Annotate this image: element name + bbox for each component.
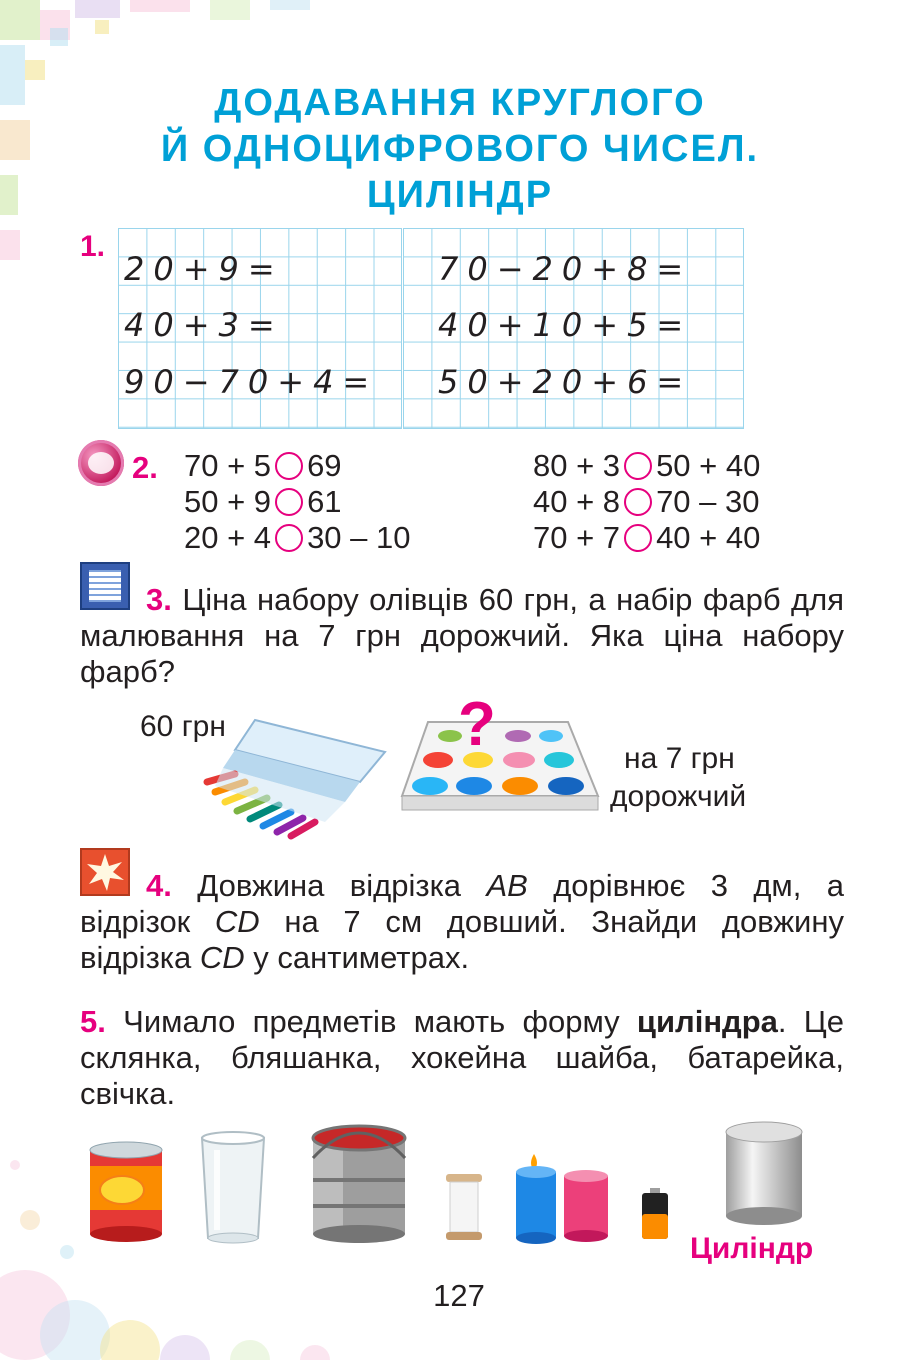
more-label-line-1: на 7 грн	[624, 742, 735, 775]
comparison-circle[interactable]	[275, 488, 303, 516]
tin-can-icon	[86, 1140, 166, 1244]
comparison-row-2-left: 50 + 9 61	[184, 484, 342, 519]
expression-3-left: 90−70+4=	[124, 363, 379, 401]
exercise-4-text: 4. Довжина відрізка AB дорівнює 3 дм, а відрізок CD на 7 см довший. Знайди довжину відрізка CD у сантиметрах.	[80, 868, 844, 975]
cylinder-label: Циліндр	[690, 1232, 814, 1265]
exercise-3-text: 3. Ціна набору олівців 60 грн, а набір фарб для малювання на 7 грн дорожчий. Яка ціна набору фарб?	[80, 582, 844, 689]
pencils-box-icon	[195, 712, 395, 840]
exercise-1-number: 1.	[80, 230, 106, 263]
comparison-circle[interactable]	[624, 488, 652, 516]
comparison-row-1-right: 80 + 3 50 + 40	[533, 448, 761, 483]
more-label-line-2: дорожчий	[610, 780, 747, 813]
page-title: ДОДАВАННЯ КРУГЛОГО Й ОДНОЦИФРОВОГО ЧИСЕЛ. ЦИЛІНДР	[160, 82, 760, 216]
comparison-row-3-left: 20 + 4 30 – 10	[184, 520, 411, 555]
expression-1-right: 70−20+8=	[438, 250, 693, 288]
glass-icon	[198, 1130, 268, 1246]
expression-3-right: 50+20+6=	[438, 363, 693, 401]
exercise-5-text: 5. Чимало предметів мають форму циліндра. Це склянка, бляшанка, хокейна шайба, батарейка, свічка.	[80, 1004, 844, 1111]
comparison-row-1-left: 70 + 5 69	[184, 448, 342, 483]
comparison-circle[interactable]	[275, 524, 303, 552]
comparison-row-3-right: 70 + 7 40 + 40	[533, 520, 761, 555]
candles-icon	[512, 1150, 612, 1244]
comparison-circle[interactable]	[624, 524, 652, 552]
comparison-circle[interactable]	[624, 452, 652, 480]
expression-2-right: 40+10+5=	[438, 306, 693, 344]
page-number: 127	[433, 1278, 485, 1313]
pencils-price-label: 60 грн	[140, 710, 226, 743]
comparison-row-2-right: 40 + 8 70 – 30	[533, 484, 760, 519]
question-mark: ?	[458, 690, 496, 759]
logic-badge-icon	[78, 440, 124, 486]
comparison-circle[interactable]	[275, 452, 303, 480]
thread-spool-icon	[444, 1172, 484, 1242]
exercise-2-number: 2.	[132, 450, 158, 485]
cylinder-shape-icon	[722, 1118, 806, 1226]
expression-2-left: 40+3=	[124, 306, 284, 344]
expression-1-left: 20+9=	[124, 250, 284, 288]
paint-set-icon	[400, 700, 600, 820]
battery-icon	[640, 1188, 670, 1242]
paint-bucket-icon	[305, 1118, 413, 1244]
